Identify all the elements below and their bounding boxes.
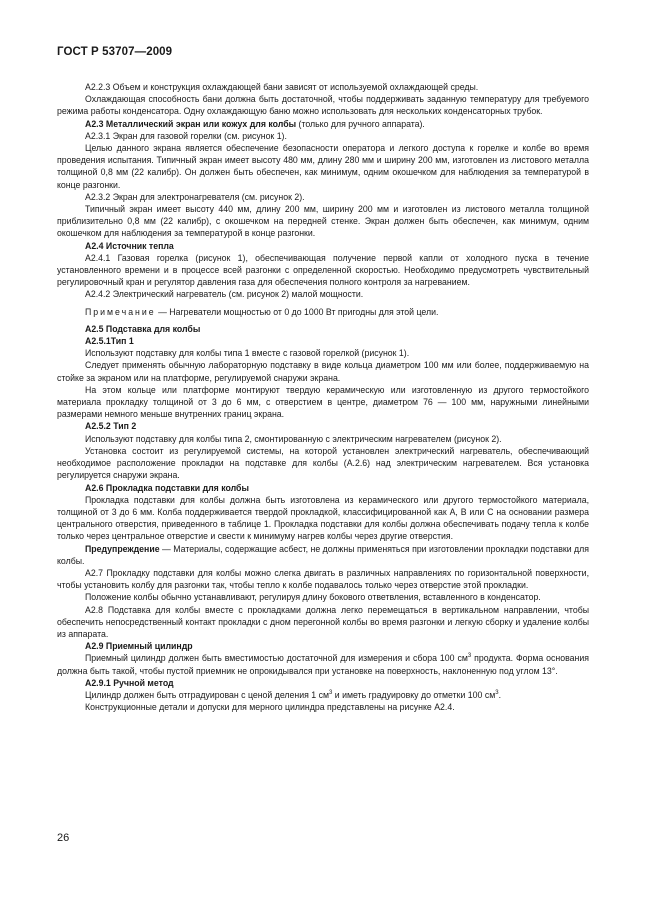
- paragraph: Положение колбы обычно устанавливают, регулируя длину бокового ответвления, вставленного в конденсатор.: [85, 592, 541, 603]
- page-body: [57, 81, 589, 713]
- section-heading: А2.6 Прокладка подставки для колбы: [85, 482, 249, 493]
- warning-text: — Материалы, содержащие асбест, не должны применяться при изготовлении прокладки подставки для колбы.: [57, 543, 589, 566]
- document-code: ГОСТ Р 53707—2009: [57, 46, 173, 58]
- heading-text: А2.3 Металлический экран или кожух для колбы: [85, 118, 297, 129]
- text-run: Приемный цилиндр должен быть вместимостью достаточной для измерения и сбора 100 см: [85, 653, 468, 664]
- superscript: 3: [328, 689, 333, 696]
- paragraph: А2.2.3 Объем и конструкция охлаждающей бани зависят от используемой охлаждающей среды.: [85, 82, 479, 92]
- note-paragraph: [57, 306, 589, 318]
- paragraph: [57, 689, 589, 701]
- subsection-heading: А2.5.2 Тип 2: [85, 421, 137, 432]
- text-run: .: [498, 689, 501, 700]
- heading-note: (только для ручного аппарата).: [296, 118, 425, 129]
- text-run: и иметь градуировку до отметки 100 см: [332, 689, 496, 700]
- paragraph: А2.7 Прокладку подставки для колбы можно слегка двигать в различных направлениях по горизонтальной поверхности, чтобы установить колбу для разгонки так, чтобы тепло к колбе подавалось только через отверстие этой прокладки.: [57, 567, 589, 591]
- paragraph: Типичный экран имеет высоту 440 мм, длину 200 мм, ширину 200 мм и изготовлен из листового металла толщиной приблизительно 0,8 мм (22 калибр), с окошечком на передней стенке. Экран должен быть обеспечен, как минимум, одним окошечком для наблюдения за температурой в конце разгонки.: [57, 204, 589, 239]
- paragraph: Установка состоит из регулируемой системы, на которой установлен электрический нагреватель, обеспечивающий необходимое расположение прокладки на подставке для колбы (А.2.6) над электрическим нагревателем. Вся установка регулируется снаружи экрана.: [57, 445, 589, 481]
- text-run: Цилиндр должен быть отградуирован с ценой деления 1 см: [85, 689, 329, 700]
- superscript: 3: [467, 653, 472, 660]
- section-heading: А2.4 Источник тепла: [85, 240, 174, 251]
- superscript: 3: [495, 689, 499, 696]
- paragraph: А2.4.1 Газовая горелка (рисунок 1), обеспечивающая получение первой капли от холодного пуска в течение установленного времени и в процессе всей разгонки с определенной скоростью. Необходимо предусмотреть чувствительный регулировочный кран и регулятор давления газа для обеспечения полного контроля за нагреванием.: [57, 252, 589, 288]
- paragraph: Прокладка подставки для колбы должна быть изготовлена из керамического или другого термостойкого материала, толщиной от 3 до 6 мм. Колба поддерживается твердой прокладкой, классифицированной как А, В или С на основании размера центрального отверстия, приведенного в таблице 1. Прокладка подставки для колбы должна обеспечивать подачу тепла к колбе только через центральное отверстие и свести к минимуму нагрев колбы через другие отверстия.: [57, 494, 589, 542]
- paragraph: Целью данного экрана является обеспечение безопасности оператора и легкого доступа к горелке и колбе во время проведения испытания. Типичный экран имеет высоту 480 мм, длину 280 мм и ширину 200 мм, изготовлен из листового металла толщиной 0,8 мм (22 калибр). Он должен быть обеспечен, как минимум, одним окошечком для наблюдения за температурой в конце разгонки.: [57, 143, 589, 190]
- paragraph: А2.3.1 Экран для газовой горелки (см. рисунок 1).: [85, 130, 287, 141]
- section-heading: А2.9 Приемный цилиндр: [85, 641, 193, 652]
- paragraph: Следует применять обычную лабораторную подставку в виде кольца диаметром 100 мм или более, поддерживаемую на стойке за экраном или на платформе, регулируемой снаружи экрана.: [57, 360, 589, 383]
- section-heading: А2.5 Подставка для колбы: [85, 323, 201, 334]
- paragraph: Используют подставку для колбы типа 2, смонтированную с электрическим нагревателем (рисунок 2).: [85, 433, 502, 444]
- page-number: 26: [57, 832, 70, 844]
- paragraph: А2.4.2 Электрический нагреватель (см. рисунок 2) малой мощности.: [85, 289, 364, 300]
- section-heading: [57, 118, 589, 130]
- text-run: продукта. Форма основания должна быть такой, чтобы пустой приемник не опрокидывался при установке на поверхность, наклоненную под углом 13°.: [57, 653, 589, 676]
- note-text: — Нагреватели мощностью от 0 до 1000 Вт пригодны для этой цели.: [155, 306, 439, 317]
- paragraph: Конструкционные детали и допуски для мерного цилиндра представлены на рисунке А2.4.: [85, 702, 455, 713]
- subsection-heading: А2.9.1 Ручной метод: [85, 677, 174, 688]
- paragraph: А2.8 Подставка для колбы вместе с прокладками должна легко перемещаться в вертикальном направлении, чтобы обеспечить непосредственный контакт прокладки с дном перегонной колбы во время разгонки и легкую сборку и удаление колбы из аппарата.: [57, 604, 589, 639]
- paragraph: Охлаждающая способность бани должна быть достаточной, чтобы поддерживать заданную температуру для требуемого режима работы конденсатора. Одну охлаждающую баню можно использовать для нескольких конденсаторных трубок.: [57, 94, 589, 117]
- warning-label: Предупреждение: [85, 543, 160, 554]
- paragraph: А2.3.2 Экран для электронагревателя (см. рисунок 2).: [85, 191, 305, 202]
- paragraph: [57, 652, 589, 676]
- paragraph: На этом кольце или платформе монтируют твердую керамическую или изготовленную из другого термостойкого материала прокладку толщиной от 3 до 6 мм, с отверстием в центре, диаметром 76 — 100 мм, наружными линейными размерами немного меньше внутренних границ экрана.: [57, 384, 589, 420]
- note-label: Примечание: [85, 306, 156, 317]
- paragraph: Используют подставку для колбы типа 1 вместе с газовой горелкой (рисунок 1).: [85, 348, 410, 359]
- warning-paragraph: [57, 543, 589, 567]
- subsection-heading: А2.5.1Тип 1: [85, 336, 134, 347]
